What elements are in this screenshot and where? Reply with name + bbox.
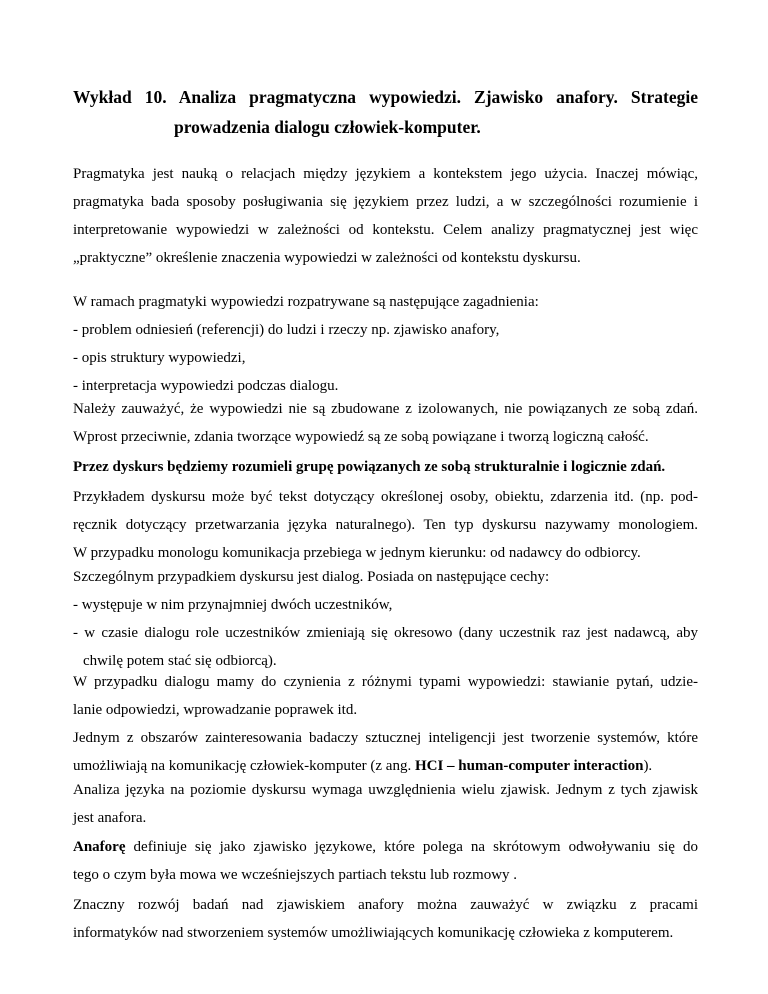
paragraph-utterance-structure bbox=[73, 395, 698, 451]
text-line: jest anafora. bbox=[73, 810, 147, 826]
hci-term-bold: HCI – human-computer interaction bbox=[414, 758, 644, 774]
text-line bbox=[73, 833, 698, 861]
list-item: - problem odniesień (referencji) do ludzi i rzeczy np. zjawisko anafory, bbox=[73, 322, 500, 338]
text-line: Przykładem dyskursu może być tekst dotyczący określonej osoby, obiektu, zdarzenia itd. (np. pod- bbox=[73, 489, 698, 505]
paragraph-anaphora-intro bbox=[73, 776, 698, 832]
text-line: informatyków nad stworzeniem systemów umożliwiających komunikację człowieka z komputerem. bbox=[73, 925, 674, 941]
list-item: - w czasie dialogu role uczestników zmieniają się okresowo (dany uczestnik raz jest nadawcą, aby bbox=[73, 625, 698, 641]
text-line: Należy zauważyć, że wypowiedzi nie są zbudowane z izolowanych, nie powiązanych ze sobą zdań. bbox=[73, 401, 698, 417]
hci-text-after: ). bbox=[643, 758, 653, 774]
text-line: W przypadku dialogu mamy do czynienia z różnymi typami wypowiedzi: stawianie pytań, udzie- bbox=[73, 674, 698, 690]
text-line: W ramach pragmatyki wypowiedzi rozpatrywane są następujące zagadnienia: bbox=[73, 294, 539, 310]
discourse-definition-bold: Przez dyskurs będziemy rozumieli grupę powiązanych ze sobą strukturalnie i logicznie zdań. bbox=[73, 459, 666, 475]
text-line: Analiza języka na poziomie dyskursu wymaga uwzględnienia wielu zjawisk. Jednym z tych zjawisk bbox=[73, 782, 698, 798]
paragraph-monologue bbox=[73, 483, 698, 567]
text-line: Jednym z obszarów zainteresowania badaczy sztucznej inteligencji jest tworzenie systemów, które bbox=[73, 730, 698, 746]
list-item-continuation: chwilę potem stać się odbiorcą). bbox=[83, 653, 277, 669]
paragraph-dialogue-utterances bbox=[73, 668, 698, 780]
paragraph-pragmatics-issues bbox=[73, 288, 698, 400]
paragraph-pragmatics-definition bbox=[73, 160, 698, 272]
list-item: - występuje w nim przynajmniej dwóch uczestników, bbox=[73, 597, 393, 613]
text-line: Pragmatyka jest nauką o relacjach między językiem a kontekstem jego użycia. Inaczej mówiąc, bbox=[73, 166, 698, 182]
paragraph-discourse-definition bbox=[73, 453, 698, 481]
hci-text-before: umożliwiają na komunikację człowiek-komputer (z ang. bbox=[73, 758, 415, 774]
paragraph-anaphora-research bbox=[73, 891, 698, 947]
text-line: lanie odpowiedzi, wprowadzanie poprawek itd. bbox=[73, 702, 358, 718]
text-line: tego o czym była mowa we wcześniejszych partiach tekstu lub rozmowy . bbox=[73, 867, 518, 883]
text-line: pragmatyka bada sposoby posługiwania się językiem przez ludzi, a w szczególności rozumienie i bbox=[73, 194, 698, 210]
text-line: Szczególnym przypadkiem dyskursu jest dialog. Posiada on następujące cechy: bbox=[73, 569, 550, 585]
anaphora-term-bold: Anaforę bbox=[73, 839, 126, 855]
text-line: Znaczny rozwój badań nad zjawiskiem anafory można zauważyć w związku z pracami bbox=[73, 897, 698, 913]
list-item: - interpretacja wypowiedzi podczas dialogu. bbox=[73, 378, 339, 394]
paragraph-anaphora-definition bbox=[73, 833, 698, 889]
lecture-title-line-2: prowadzenia dialogu człowiek-komputer. bbox=[174, 117, 481, 137]
text-line: Wprost przeciwnie, zdania tworzące wypowiedź są ze sobą powiązane i tworzą logiczną całość. bbox=[73, 429, 649, 445]
lecture-title-line-1: Wykład 10. Analiza pragmatyczna wypowiedzi. Zjawisko anafory. Strategie bbox=[73, 87, 698, 107]
list-item: - opis struktury wypowiedzi, bbox=[73, 350, 246, 366]
paragraph-dialogue bbox=[73, 563, 698, 675]
anaphora-definition-text: definiuje się jako zjawisko językowe, które polega na skrótowym odwoływaniu się do bbox=[125, 839, 698, 855]
text-line bbox=[73, 453, 698, 481]
text-line: ręcznik dotyczący przetwarzania języka naturalnego). Ten typ dyskursu nazywamy monologiem. bbox=[73, 517, 698, 533]
text-line: W przypadku monologu komunikacja przebiega w jednym kierunku: od nadawcy do odbiorcy. bbox=[73, 545, 641, 561]
text-line: „praktyczne” określenie znaczenia wypowiedzi w zależności od kontekstu dyskursu. bbox=[73, 250, 581, 266]
text-line: interpretowanie wypowiedzi w zależności od kontekstu. Celem analizy pragmatycznej jest więc bbox=[73, 222, 698, 238]
